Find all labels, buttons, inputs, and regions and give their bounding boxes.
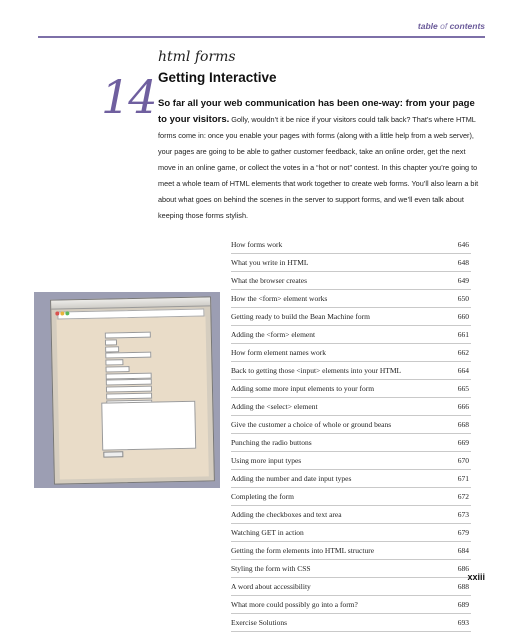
toc-entry[interactable]: How the <form> element works 650 — [231, 290, 471, 308]
intro-body: Golly, wouldn’t it be nice if your visitors could talk back? That’s where HTML forms come in: once you enable your pages with forms (along with a little help from a web server), your pages are going to be able to gather customer feedback, take an online order, get the next move in an online game, or collect the votes in a “hot or not” contest. In this chapter you’re going to meet a whole team of HTML elements that work together to create web forms. You’ll also learn a bit about what goes on behind the scenes in the server to support forms, and we’ll even talk about keeping those forms stylish. — [158, 115, 479, 220]
toc-entry[interactable]: A word about accessibility 688 — [231, 578, 471, 596]
toc-entry[interactable]: What the browser creates 649 — [231, 272, 471, 290]
toc-entry[interactable]: Using more input types 670 — [231, 452, 471, 470]
toc-entry[interactable]: What you write in HTML 648 — [231, 254, 471, 272]
header-rule — [38, 36, 485, 38]
toc-entry[interactable]: What more could possibly go into a form? 689 — [231, 596, 471, 614]
toc-entry[interactable]: Adding some more input elements to your form 665 — [231, 380, 471, 398]
toc-entry[interactable]: How form element names work 662 — [231, 344, 471, 362]
page-number: xxiii — [467, 572, 485, 582]
toc-entry[interactable]: Styling the form with CSS 686 — [231, 560, 471, 578]
running-header — [418, 21, 485, 31]
chapter-intro — [158, 96, 484, 224]
toc-entry[interactable]: Watching GET in action 679 — [231, 524, 471, 542]
toc-entry[interactable]: Adding the number and date input types 671 — [231, 470, 471, 488]
intro-lead: So far all your web communication has been one-way: from your page to your visitors. — [158, 98, 475, 125]
toc-entry[interactable]: Punching the radio buttons 669 — [231, 434, 471, 452]
toc-entry[interactable]: Adding the <select> element 666 — [231, 398, 471, 416]
comments-textarea-preview — [101, 401, 196, 451]
toc-entry[interactable]: How forms work 646 — [231, 236, 471, 254]
toc-entry[interactable]: Getting ready to build the Bean Machine form 660 — [231, 308, 471, 326]
chapter-number: 14 — [101, 70, 156, 124]
toc-entry[interactable]: Give the customer a choice of whole or ground beans 668 — [231, 416, 471, 434]
chapter-title: Getting Interactive — [158, 70, 277, 85]
form-page-preview — [56, 316, 208, 479]
browser-titlebar — [51, 297, 210, 309]
header-word-of: of — [440, 21, 448, 31]
toc-entry[interactable]: Adding the <form> element 661 — [231, 326, 471, 344]
toc-entry[interactable]: Getting the form elements into HTML structure 684 — [231, 542, 471, 560]
order-button-preview — [103, 451, 123, 457]
toc-entry[interactable]: Completing the form 672 — [231, 488, 471, 506]
toc-entry[interactable]: Adding the checkboxes and text area 673 — [231, 506, 471, 524]
header-word-table: table — [417, 21, 438, 31]
header-word-contents: contents — [449, 21, 485, 31]
chapter-kicker: html forms — [158, 49, 236, 65]
toc-entry[interactable]: Exercise Solutions 693 — [231, 614, 471, 632]
browser-screenshot-image — [50, 296, 215, 484]
toc-list — [231, 236, 471, 632]
window-controls-icon — [55, 302, 70, 320]
toc-entry[interactable]: Back to getting those <input> elements into your HTML 664 — [231, 362, 471, 380]
